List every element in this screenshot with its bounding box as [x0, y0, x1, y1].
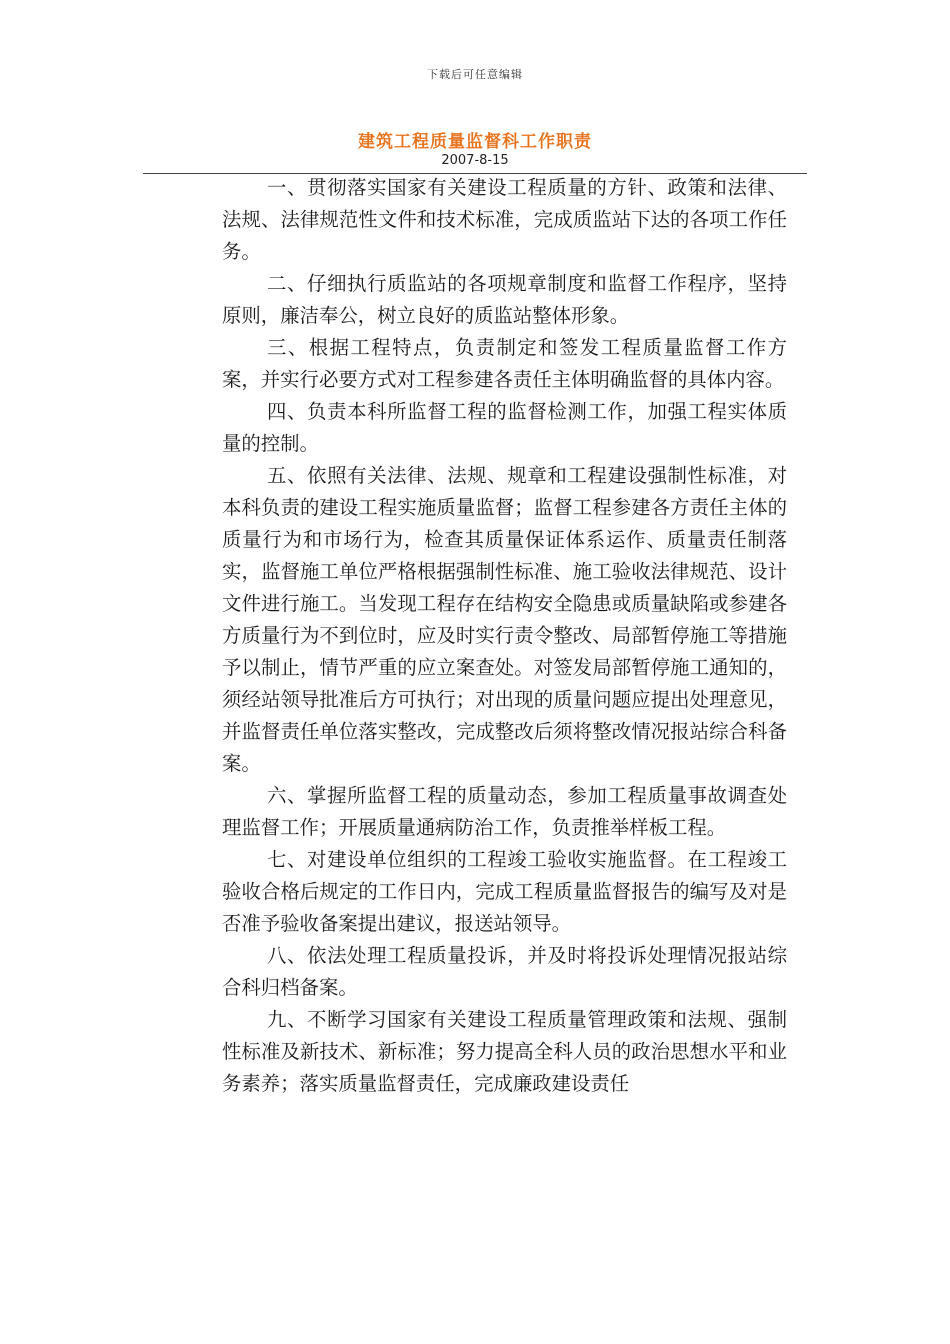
paragraph-9: 九、不断学习国家有关建设工程质量管理政策和法规、强制性标准及新技术、新标准；努力提高全科人员的政治思想水平和业务素养；落实质量监督责任，完成廉政建设责任 — [222, 1008, 787, 1095]
document-title: 建筑工程质量监督科工作职责 — [358, 132, 592, 152]
page-header-note: 下载后可任意编辑 — [427, 68, 523, 81]
document-date: 2007-8-15 — [441, 153, 509, 168]
document-body — [222, 172, 787, 1100]
paragraph-5: 五、依照有关法律、法规、规章和工程建设强制性标准，对本科负责的建设工程实施质量监督；监督工程参建各方责任主体的质量行为和市场行为，检查其质量保证体系运作、质量责任制落实，监督施工单位严格根据强制性标准、施工验收法律规范、设计文件进行施工。当发现工程存在结构安全隐患或质量缺陷或参建各方质量行为不到位时，应及时实行责令整改、局部暂停施工等措施予以制止，情节严重的应立案查处。对签发局部暂停施工通知的，须经站领导批准后方可执行；对出现的质量问题应提出处理意见，并监督责任单位落实整改，完成整改后须将整改情况报站综合科备案。 — [222, 464, 787, 775]
paragraph-4: 四、负责本科所监督工程的监督检测工作，加强工程实体质量的控制。 — [222, 400, 787, 455]
paragraph-2: 二、仔细执行质监站的各项规章制度和监督工作程序，坚持原则，廉洁奉公，树立良好的质监站整体形象。 — [222, 272, 787, 327]
paragraph-3: 三、根据工程特点，负责制定和签发工程质量监督工作方案，并实行必要方式对工程参建各责任主体明确监督的具体内容。 — [222, 336, 787, 391]
paragraph-8: 八、依法处理工程质量投诉，并及时将投诉处理情况报站综合科归档备案。 — [222, 944, 787, 999]
paragraph-7: 七、对建设单位组织的工程竣工验收实施监督。在工程竣工验收合格后规定的工作日内，完成工程质量监督报告的编写及对是否准予验收备案提出建议，报送站领导。 — [222, 848, 787, 935]
paragraph-1: 一、贯彻落实国家有关建设工程质量的方针、政策和法律、法规、法律规范性文件和技术标准，完成质监站下达的各项工作任务。 — [222, 176, 787, 263]
paragraph-6: 六、掌握所监督工程的质量动态，参加工程质量事故调查处理监督工作；开展质量通病防治工作，负责推举样板工程。 — [222, 784, 787, 839]
